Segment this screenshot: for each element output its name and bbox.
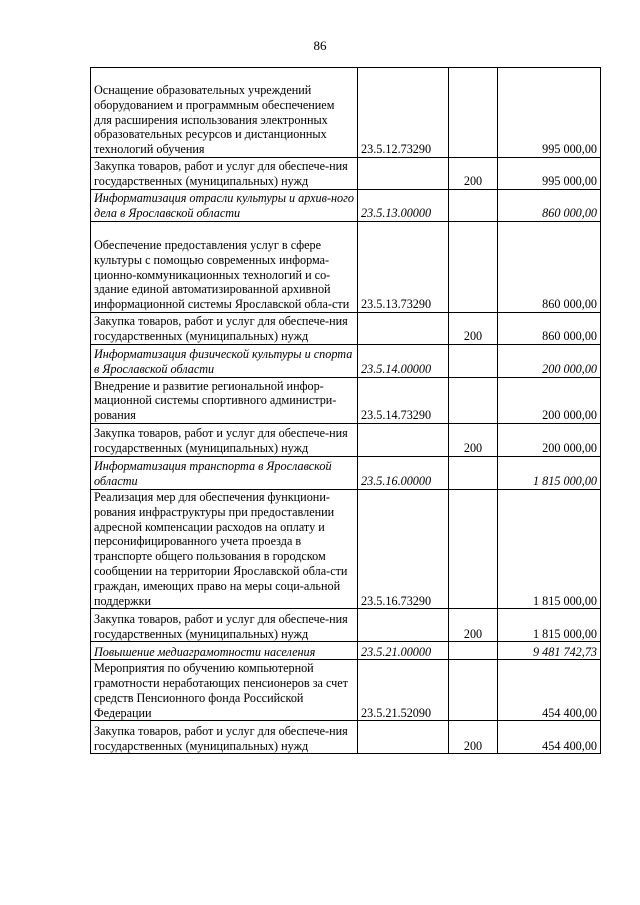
expense-type (449, 68, 498, 158)
target-code (358, 609, 449, 642)
target-code (358, 313, 449, 345)
amount: 995 000,00 (498, 68, 601, 158)
table-row (91, 345, 601, 378)
item-name: Оснащение образовательных учреждений оборудованием и программным обеспечением для расширения использования электронных образовательных ресурсов и дистанционных технологий обучения (91, 68, 358, 158)
target-code: 23.5.21.52090 (358, 660, 449, 721)
target-code: 23.5.16.00000 (358, 457, 449, 490)
table-row (91, 68, 601, 158)
table-row (91, 642, 601, 660)
amount: 454 400,00 (498, 660, 601, 721)
item-name: Реализация мер для обеспечения функциони-рования инфраструктуры при предоставлении адресной компенсации расходов на оплату и персонифицированного учета проезда в транспорте общего пользования в городском сообщении на территории Ярославской обла-сти граждан, имеющих право на меры соци-альной поддержки (91, 490, 358, 609)
amount: 995 000,00 (498, 158, 601, 190)
expense-type (449, 222, 498, 313)
target-code (358, 721, 449, 754)
target-code (358, 158, 449, 190)
amount: 200 000,00 (498, 345, 601, 378)
expense-type: 200 (449, 609, 498, 642)
expense-type: 200 (449, 313, 498, 345)
amount: 200 000,00 (498, 424, 601, 457)
expense-type (449, 660, 498, 721)
item-name: Внедрение и развитие региональной инфор-мационной системы спортивного администри-рования (91, 378, 358, 424)
amount: 1 815 000,00 (498, 490, 601, 609)
item-name: Повышение медиаграмотности населения (91, 642, 358, 660)
expense-type (449, 490, 498, 609)
item-name: Обеспечение предоставления услуг в сфере культуры с помощью современных информа-ционно-коммуникационных технологий и со-здание единой автоматизированной архивной информационной системы Ярославской обла-сти (91, 222, 358, 313)
table-row (91, 721, 601, 754)
amount: 860 000,00 (498, 190, 601, 222)
budget-table (90, 67, 601, 754)
expense-type (449, 457, 498, 490)
target-code: 23.5.13.73290 (358, 222, 449, 313)
item-name: Информатизация физической культуры и спорта в Ярославской области (91, 345, 358, 378)
target-code: 23.5.16.73290 (358, 490, 449, 609)
table-row (91, 660, 601, 721)
amount: 1 815 000,00 (498, 457, 601, 490)
expense-type: 200 (449, 424, 498, 457)
target-code: 23.5.21.00000 (358, 642, 449, 660)
item-name: Закупка товаров, работ и услуг для обеспече-ния государственных (муниципальных) нужд (91, 424, 358, 457)
target-code: 23.5.14.00000 (358, 345, 449, 378)
table-row (91, 424, 601, 457)
table-row (91, 190, 601, 222)
item-name: Закупка товаров, работ и услуг для обеспече-ния государственных (муниципальных) нужд (91, 721, 358, 754)
table-row (91, 378, 601, 424)
expense-type (449, 190, 498, 222)
expense-type: 200 (449, 158, 498, 190)
item-name: Закупка товаров, работ и услуг для обеспече-ния государственных (муниципальных) нужд (91, 158, 358, 190)
target-code: 23.5.13.00000 (358, 190, 449, 222)
page-number: 86 (313, 38, 327, 53)
table-row (91, 609, 601, 642)
amount: 860 000,00 (498, 313, 601, 345)
amount: 860 000,00 (498, 222, 601, 313)
table-row (91, 158, 601, 190)
amount: 1 815 000,00 (498, 609, 601, 642)
table-row (91, 490, 601, 609)
amount: 9 481 742,73 (498, 642, 601, 660)
item-name: Закупка товаров, работ и услуг для обеспече-ния государственных (муниципальных) нужд (91, 313, 358, 345)
expense-type (449, 378, 498, 424)
target-code (358, 424, 449, 457)
expense-type (449, 642, 498, 660)
item-name: Информатизация транспорта в Ярославской области (91, 457, 358, 490)
amount: 454 400,00 (498, 721, 601, 754)
item-name: Мероприятия по обучению компьютерной грамотности неработающих пенсионеров за счет средств Пенсионного фонда Российской Федерации (91, 660, 358, 721)
table-row (91, 222, 601, 313)
amount: 200 000,00 (498, 378, 601, 424)
expense-type: 200 (449, 721, 498, 754)
item-name: Информатизация отрасли культуры и архив-ного дела в Ярославской области (91, 190, 358, 222)
expense-type (449, 345, 498, 378)
target-code: 23.5.12.73290 (358, 68, 449, 158)
table-row (91, 313, 601, 345)
table-row (91, 457, 601, 490)
target-code: 23.5.14.73290 (358, 378, 449, 424)
item-name: Закупка товаров, работ и услуг для обеспече-ния государственных (муниципальных) нужд (91, 609, 358, 642)
